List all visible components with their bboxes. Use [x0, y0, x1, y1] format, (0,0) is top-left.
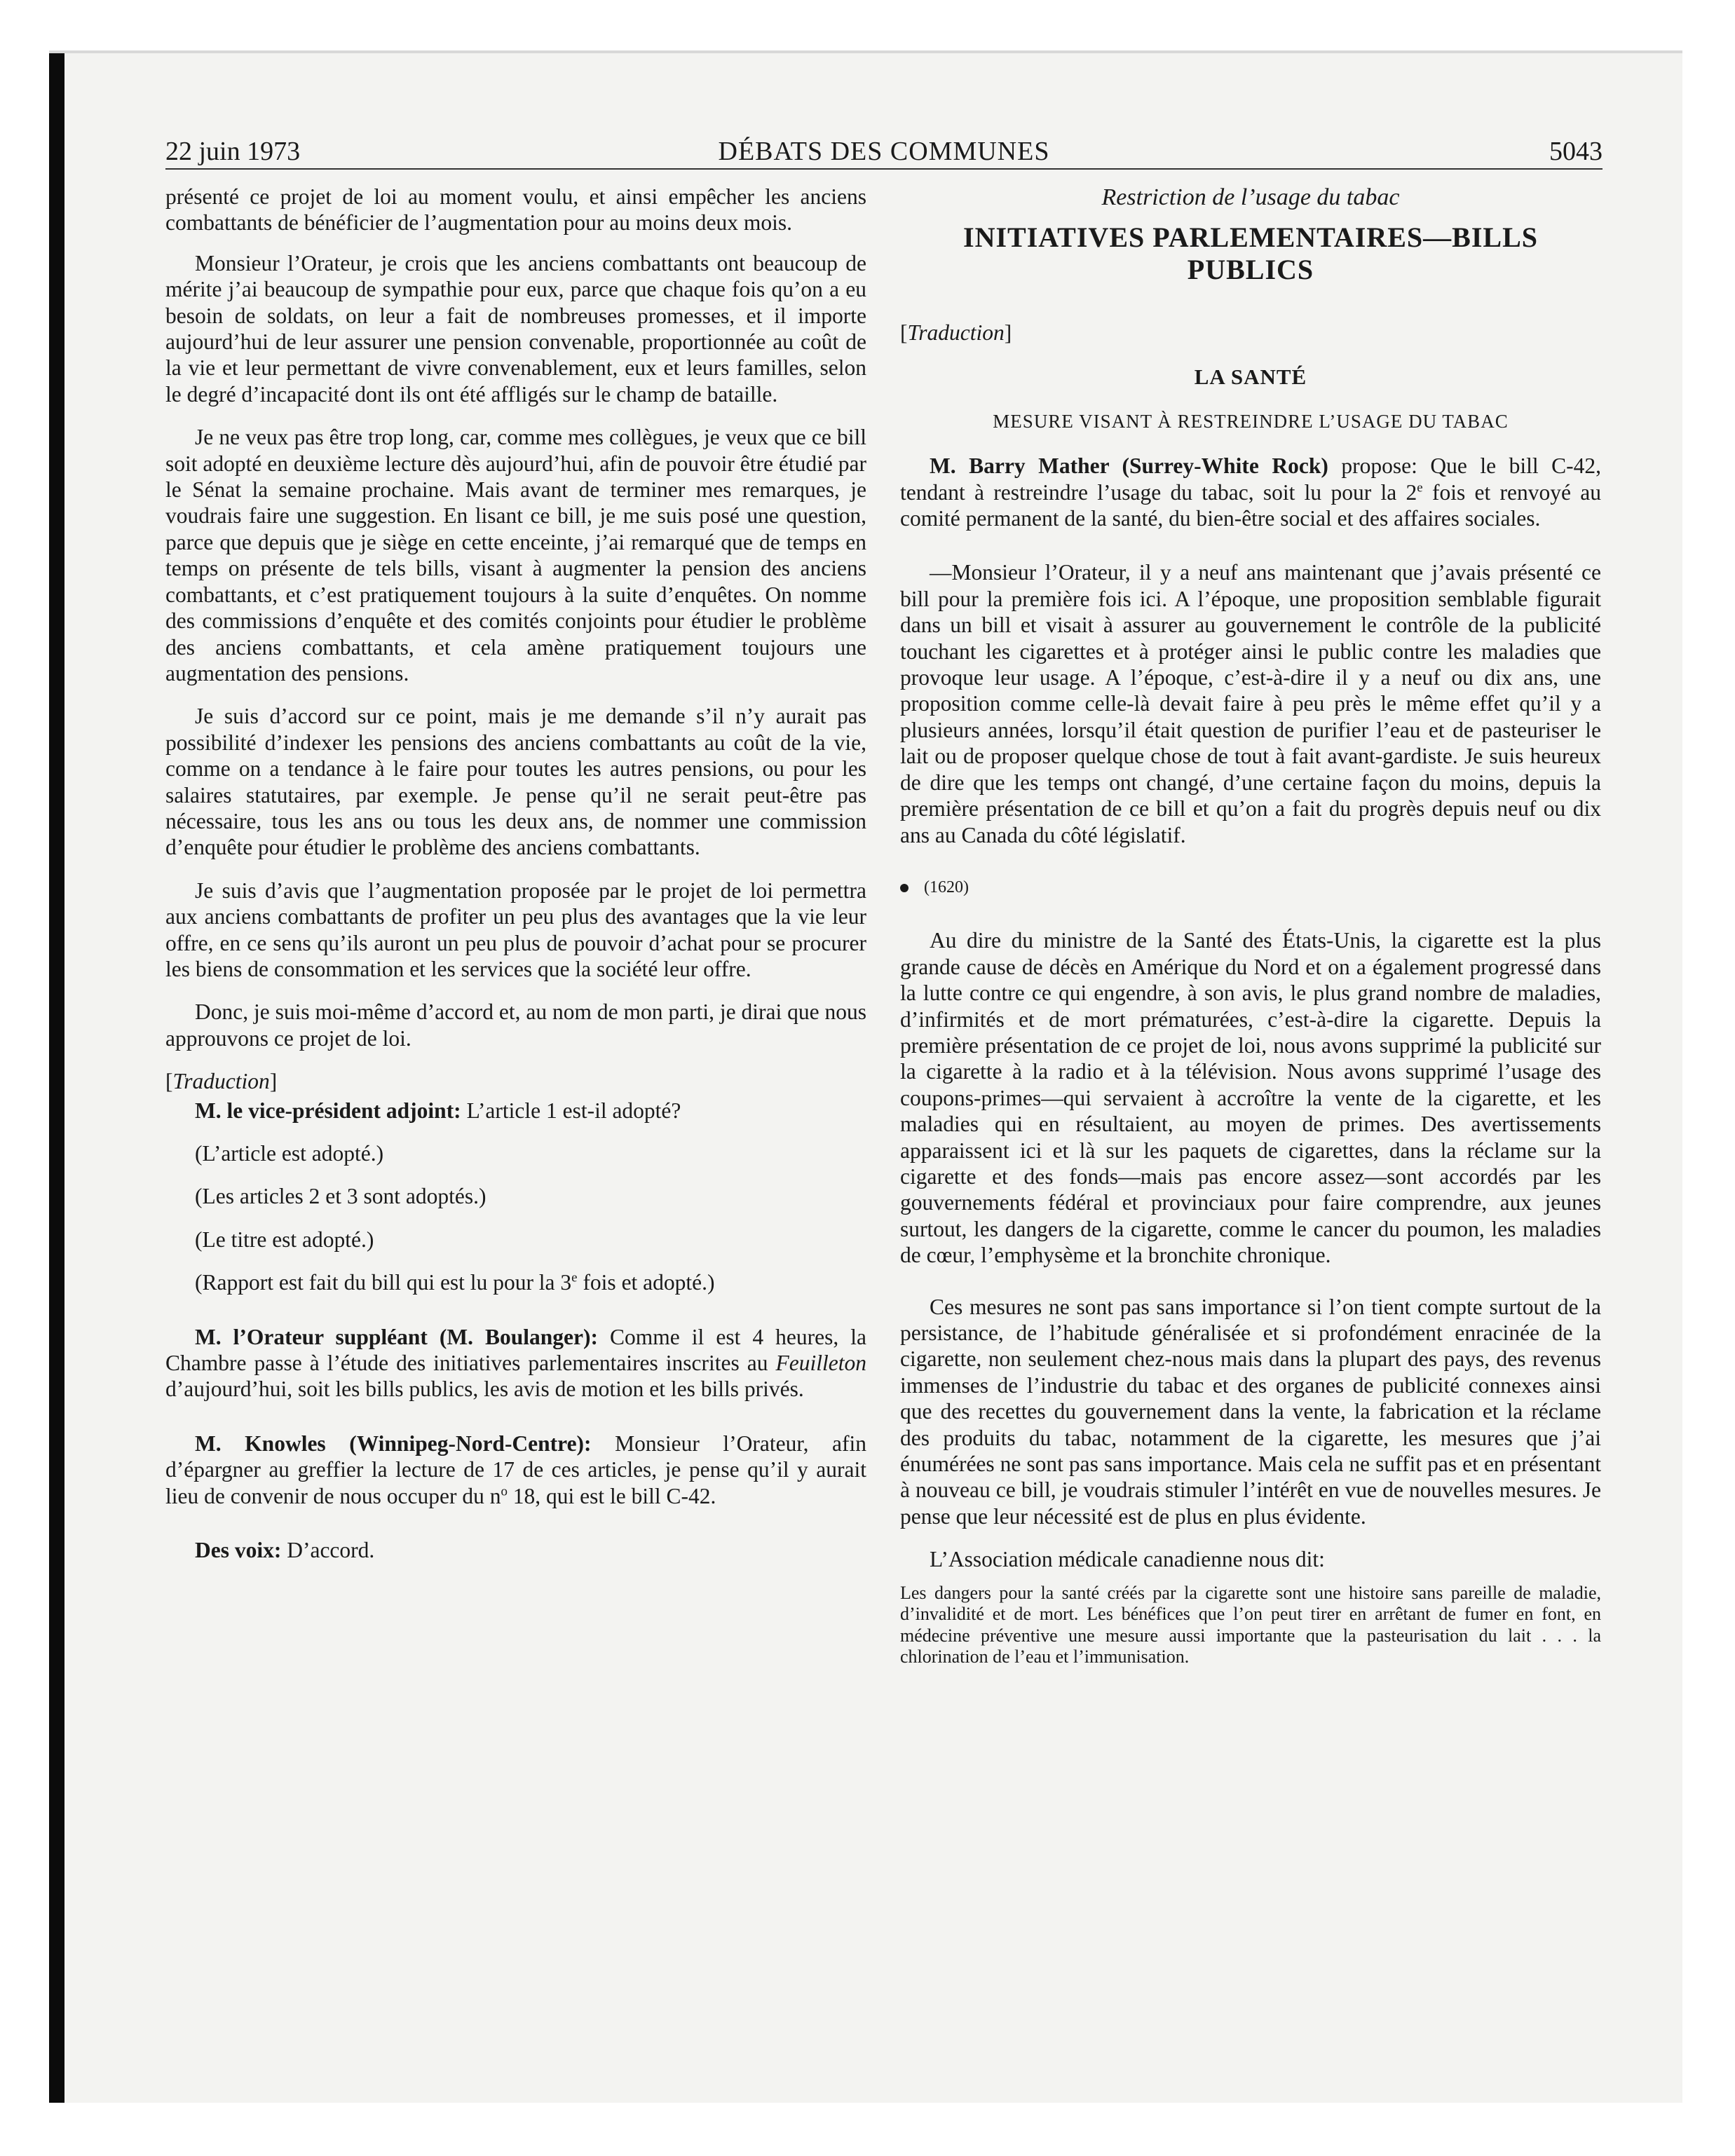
speech-text: d’aujourd’hui, soit les bills publics, les avis de motion et les bills privés. [165, 1377, 804, 1402]
speech [165, 1431, 866, 1509]
time-stamp: (1620) [924, 878, 969, 896]
right-column [900, 184, 1601, 1685]
speech-text: L’article 1 est-il adopté? [461, 1098, 681, 1123]
speaker-name: M. l’Orateur suppléant (M. Boulanger): [195, 1324, 598, 1349]
translation-label: Traduction [907, 320, 1005, 345]
paragraph: Ces mesures ne sont pas sans importance si l’on tient compte surtout de la persistance, de l’habitude généralisée et si profondément enracinée de la cigarette, non seulement chez-nous mais dans la plupart des pays, des revenus immenses de l’industrie du tabac et des organes de publicité connexes ainsi que des recettes du gouvernement dans la vente, la fabrication et la réclame des produits du tabac, notamment de la cigarette, les mesures que j’ai énumérées ne sont pas sans importance. Mais cela ne suffit pas et en présentant à nouveau ce bill, je voudrais stimuler l’intérêt en vue de nouvelles mesures. Je pense que leur nécessité est de plus en plus évidente. [900, 1294, 1601, 1529]
paragraph: —Monsieur l’Orateur, il y a neuf ans maintenant que j’avais présenté ce bill pour la première fois ici. A l’époque, une proposition semblable figurait dans un bill et visait à assurer au gouvernement le contrôle de la publicité touchant les cigarettes et à protéger ainsi le public contre les maladies que provoque leur usage. A l’époque, c’est-à-dire il y a neuf ou dix ans, une proposition comme celle-là devait faire à peu près le même effet qu’il y a plusieurs années, lorsqu’il était question de purifier l’eau et de pasteuriser le lait ou de proposer quelque chose de tout à fait avant-gardiste. Je suis heureux de dire que les temps ont changé, d’une certaine façon du moins, depuis la première présentation de ce bill et qu’on a fait du progrès depuis neuf ou dix ans au Canada du côté législatif. [900, 560, 1601, 847]
procedural-note: (Les articles 2 et 3 sont adoptés.) [195, 1184, 487, 1209]
paragraph: Je suis d’avis que l’augmentation proposée par le projet de loi permettra aux anciens combattants de profiter un peu plus des avantages que la vie leur offre, en ce sens qu’ils auront un peu plus de pouvoir d’achat pour se procurer les biens de consommation et les services que la société leur offre. [165, 878, 866, 981]
speaker-name: M. le vice-président adjoint: [195, 1098, 461, 1123]
superscript: e [1417, 480, 1423, 496]
left-column [165, 184, 866, 1580]
speech-text: propose: Que le bill C-42, tendant à restreindre l’usage du tabac, soit lu pour la 2 [900, 453, 1601, 505]
paragraph: Monsieur l’Orateur, je crois que les anciens combattants ont beaucoup de mérite j’ai beaucoup de sympathie pour eux, parce que chaque fois qu’on a eu besoin de soldats, on leur a fait de nombreuses promesses, et il importe aujourd’hui de leur assurer une pension convenable, proportionnée au coût de la vie et leur permettant de vivre convenablement, eux et leurs familles, selon le degré d’incapacité dont ils ont été affligés sur le champ de bataille. [165, 250, 866, 407]
note-text: (Rapport est fait du bill qui est lu pour la 3 [195, 1270, 572, 1295]
procedural-note: (L’article est adopté.) [195, 1141, 384, 1166]
speech-text: Monsieur l’Orateur, afin d’épargner au greffier la lecture de 17 de ces articles, je pense qu’il y aurait lieu de convenir de nous occuper du n [165, 1431, 866, 1508]
paragraph: L’Association médicale canadienne nous dit: [930, 1547, 1325, 1572]
paragraph: présenté ce projet de loi au moment voulu, et ainsi empêcher les anciens combattants de bénéficier de l’augmentation pour au moins deux mois. [165, 184, 866, 236]
speech-text: D’accord. [281, 1538, 375, 1563]
order-paper-title: Feuilleton [775, 1351, 866, 1376]
measure-heading: MESURE VISANT À RESTREINDRE L’USAGE DU TABAC [993, 410, 1509, 432]
quotation: Les dangers pour la santé créés par la cigarette sont une histoire sans pareille de maladie, d’invalidité et de mort. Les bénéfices que l’on peut tirer en arrêtant de fumer en font, en médecine préventive une mesure aussi importante que la pasteurisation du lait . . . la chlorination de l’eau et l’immunisation. [900, 1582, 1601, 1667]
speaker-name: M. Barry Mather (Surrey-White Rock) [930, 453, 1328, 479]
note-text: fois et adopté.) [577, 1270, 715, 1295]
speech [165, 1098, 866, 1124]
paragraph: Au dire du ministre de la Santé des États-Unis, la cigarette est la plus grande cause de décès en Amérique du Nord et on a également progressé dans la lutte contre ce qui engendre, à son avis, le plus grand nombre de maladies, d’infirmités et de mort prématurées, c’est-à-dire la cigarette. Depuis la première présentation de ce projet de loi, nous avons supprimé la publicité sur la cigarette à la radio et à la télévision. Nous avons supprimé l’usage des coupons-primes—qui servaient à accroître la vente de la cigarette, et les maladies qui en résultaient, au moyen de primes. Des avertissements apparaissent ici et là sur les paquets de cigarettes, dans la réclame sur la cigarette et des fonds—mais pas encore assez—sont accordés par les gouvernements fédéral et provinciaux pour faire comprendre, aux jeunes surtout, les dangers de la cigarette, comme le cancer du poumon, les maladies de cœur, l’emphysème et la bronchite chronique. [900, 928, 1601, 1268]
speech-text: 18, qui est le bill C-42. [507, 1483, 716, 1508]
speech [165, 1324, 866, 1403]
procedural-note: (Le titre est adopté.) [195, 1227, 374, 1252]
motion [900, 453, 1601, 531]
translation-note: [Traduction] [165, 1069, 278, 1094]
superscript: o [501, 1484, 508, 1499]
section-kicker: Restriction de l’usage du tabac [1101, 184, 1400, 210]
page-number: 5043 [1549, 137, 1603, 166]
time-marker [900, 875, 1601, 901]
speaker-name: Des voix: [195, 1538, 282, 1563]
speaker-name: M. Knowles (Winnipeg-Nord-Centre): [195, 1431, 592, 1456]
scan-border [49, 50, 64, 2103]
header-rule [165, 168, 1603, 170]
publication-title: DÉBATS DES COMMUNES [718, 137, 1050, 166]
speech-text: Comme il est 4 heures, la Chambre passe à l’étude des initiatives parlementaires inscrites au [165, 1324, 866, 1376]
paragraph: Je ne veux pas être trop long, car, comme mes collègues, je veux que ce bill soit adopté en deuxième lecture dès aujourd’hui, afin de pouvoir être étudié par le Sénat la semaine prochaine. Mais avant de terminer mes remarques, je voudrais faire une suggestion. En lisant ce bill, je me suis posé une question, parce que depuis que je siège en cette enceinte, j’ai remarqué que de temps en temps on présente de tels bills, visant à augmenter la pension des anciens combattants, et c’est pratiquement toujours à la suite d’enquêtes. On nomme des commissions d’enquête et des comités conjoints pour étudier le problème des anciens combattants, et cela amène pratiquement toujours une augmentation des pensions. [165, 425, 866, 685]
paragraph: Je suis d’accord sur ce point, mais je me demande s’il n’y aurait pas possibilité d’indexer les pensions des anciens combattants au coût de la vie, comme on a tendance à le faire pour toutes les autres pensions, ou pour les salaires statutaires, par exemple. Je pense qu’il ne serait peut-être pas nécessaire, tous les ans ou tous les deux ans, de nommer une commission d’enquête pour étudier le problème des anciens combattants. [165, 704, 866, 860]
procedural-note [165, 1269, 866, 1295]
subject-heading: LA SANTÉ [1194, 364, 1307, 390]
issue-date: 22 juin 1973 [165, 137, 301, 166]
speech [165, 1537, 866, 1563]
running-head [165, 133, 1603, 170]
speech-text: fois et renvoyé au comité permanent de la santé, du bien-être social et des affaires sociales. [900, 479, 1601, 531]
translation-note: [Traduction] [900, 320, 1012, 345]
superscript: e [571, 1270, 578, 1285]
translation-label: Traduction [172, 1069, 270, 1094]
paragraph: Donc, je suis moi-même d’accord et, au nom de mon parti, je dirai que nous approuvons ce projet de loi. [165, 999, 866, 1051]
bullet-icon [900, 884, 909, 892]
section-title: INITIATIVES PARLEMENTAIRES—BILLS PUBLICS [963, 221, 1538, 285]
